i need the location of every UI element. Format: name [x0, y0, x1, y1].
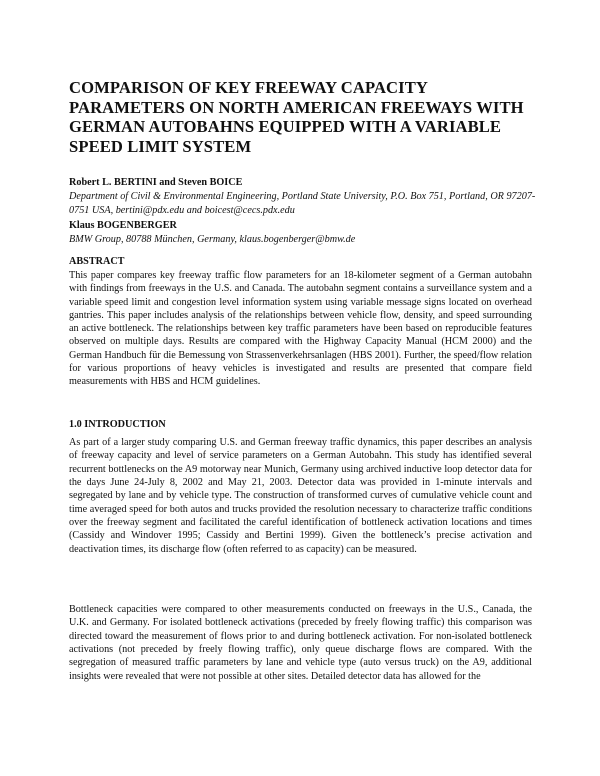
introduction-paragraph-1: As part of a larger study comparing U.S. and German freeway traffic dynamics, this paper describes an analysis of freeway capacity and level of service parameters on a German Autobahn. This study has identified several recurrent bottlenecks on the A9 motorway near Munich, Germany using archived inductive loop detector data for the days June 24-July 8, 2002 and May 21, 2003. Detector data was provided in 1-minute intervals and segregated by lane and by vehicle type. The construction of transformed curves of cumulative vehicle count and time averaged speed for both autos and trucks provided the resolution necessary to characterize traffic conditions over the freeway segment and facilitated the careful identification of bottleneck activation locations and times (Cassidy and Windover 1995; Cassidy and Bertini 1999). Given the bottleneck’s precise activation and deactivation times, its discharge flow (often referred to as capacity) can be measured. [69, 437, 532, 555]
author-block [69, 176, 539, 247]
author-affiliation-2: BMW Group, 80788 München, Germany, klaus.bogenberger@bmw.de [69, 233, 356, 245]
author-affiliation-1: Department of Civil & Environmental Engineering, Portland State University, P.O. Box 751, Portland, OR 97207-0751 USA, bertini@pdx.edu and boicest@cecs.pdx.edu [69, 191, 536, 217]
introduction-heading: 1.0 INTRODUCTION [69, 419, 166, 430]
author-name-2: Klaus BOGENBERGER [69, 219, 177, 231]
introduction-paragraph-2: Bottleneck capacities were compared to other measurements conducted on freeways in the U.S., Canada, the U.K. and Germany. For isolated bottleneck activations (preceded by freely flowing traffic) this comparison was directed toward the measurement of flows prior to and during bottleneck activation. For non-isolated bottleneck activations (not preceded by freely flowing traffic), only queue discharge flows are compared. With the segregation of measured traffic parameters by lane and vehicle type (auto versus truck) on the A9, additional insights were revealed that were not possible at other sites. Detailed detector data has allowed for the [69, 604, 532, 682]
author-names-1: Robert L. BERTINI and Steven BOICE [69, 177, 243, 188]
paper-title: COMPARISON OF KEY FREEWAY CAPACITY PARAMETERS ON NORTH AMERICAN FREEWAYS WITH GERMAN AUTOBAHNS EQUIPPED WITH A VARIABLE SPEED LIMIT SYSTEM [69, 78, 524, 156]
abstract-heading: ABSTRACT [69, 256, 125, 267]
abstract-text: This paper compares key freeway traffic flow parameters for an 18-kilometer segment of a German autobahn with findings from freeways in the U.S. and Canada. The autobahn segment contains a surveillance system and a variable speed limit and congestion level information system using variable message signs located on overhead gantries. This paper includes analysis of the relationships between vehicle flow, density, and speed surrounding an active bottleneck. The relationships between key traffic parameters have been based on reproducible features observed on multiple days. Results are compared with the Highway Capacity Manual (HCM 2000) and the German Handbuch für die Bemessung von Strassenverkehrsanlagen (HBS 2001). Further, the speed/flow relation for various proportions of heavy vehicles is investigated and results are presented that compare field measurements with HBS and HCM guidelines. [69, 270, 532, 388]
